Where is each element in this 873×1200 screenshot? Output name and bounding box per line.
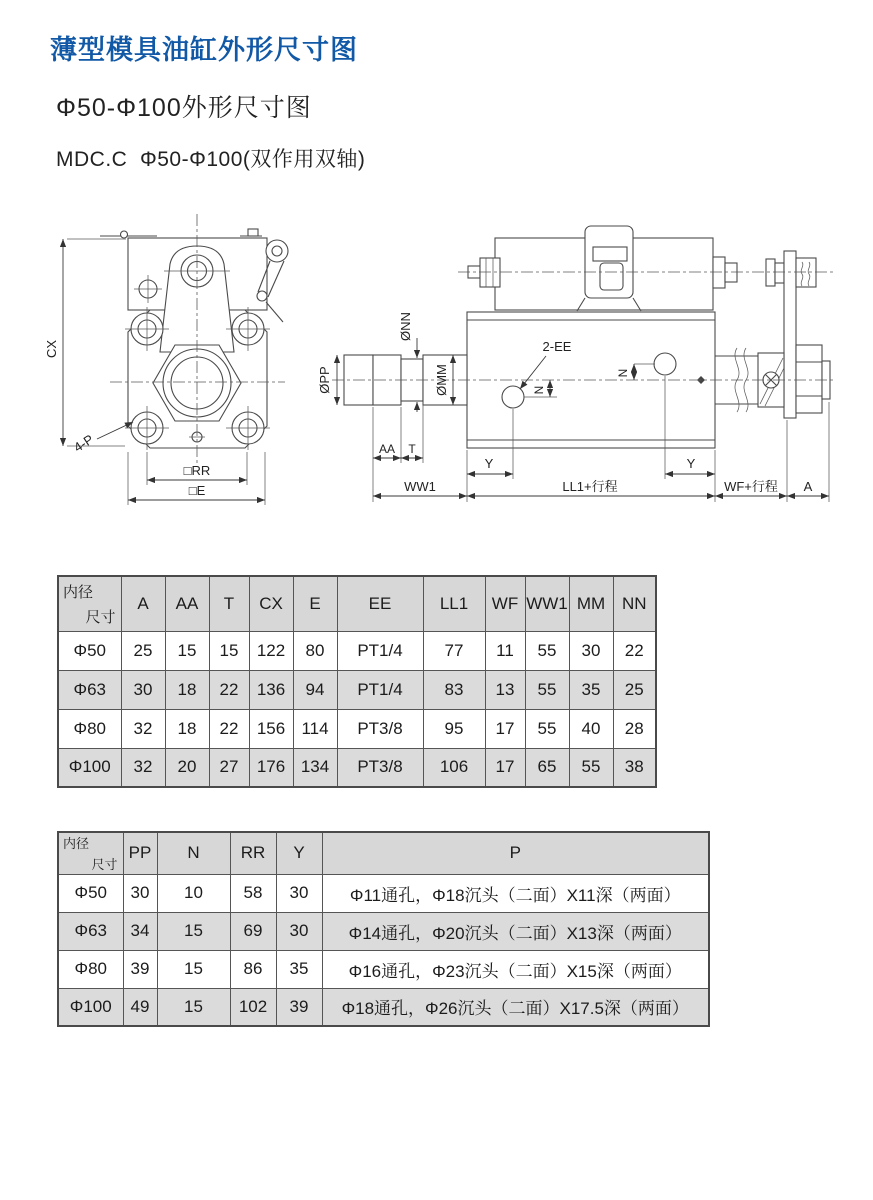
col-header: WW1: [525, 576, 569, 631]
corner-label-size: 尺寸: [85, 608, 116, 626]
table-cell: 15: [209, 631, 249, 670]
table-cell: 34: [123, 912, 157, 950]
table-cell: 114: [293, 709, 337, 748]
port-right: [654, 353, 676, 375]
side-view: [317, 226, 836, 502]
table-cell: 15: [157, 950, 230, 988]
table-cell: 65: [525, 748, 569, 787]
table-cell: 35: [276, 950, 322, 988]
dim-label-y-right: Y: [686, 456, 696, 471]
dim-label-rr: □RR: [183, 463, 211, 478]
col-header: EE: [337, 576, 423, 631]
table-cell: 10: [157, 874, 230, 912]
col-header: T: [209, 576, 249, 631]
row-header-cell: Φ63: [58, 670, 121, 709]
header-row: [58, 576, 656, 631]
dim-label-wf-stroke: WF+行程: [724, 479, 778, 494]
table-cell: 30: [276, 912, 322, 950]
corner-label-bore: 内径: [63, 583, 94, 601]
table-cell: 22: [613, 631, 656, 670]
row-header-cell: Φ80: [58, 950, 123, 988]
corner-header-cell: [58, 832, 123, 874]
table-cell: 17: [485, 709, 525, 748]
table-cell: 32: [121, 748, 165, 787]
dim-label-pp: ØPP: [317, 366, 332, 394]
table-cell: PT1/4: [337, 631, 423, 670]
row-header-cell: Φ50: [58, 631, 121, 670]
col-header: NN: [613, 576, 656, 631]
col-header: A: [121, 576, 165, 631]
table-cell: 136: [249, 670, 293, 709]
table-cell: 22: [209, 709, 249, 748]
dim-label-a: A: [803, 479, 813, 494]
table-cell: 95: [423, 709, 485, 748]
table-row: [58, 631, 656, 670]
row-header-cell: Φ100: [58, 748, 121, 787]
dim-label-aa: AA: [378, 442, 396, 456]
corner-label-bore: 内径: [63, 836, 90, 852]
col-header: N: [157, 832, 230, 874]
table-cell: 25: [613, 670, 656, 709]
table-cell: 83: [423, 670, 485, 709]
table-cell: PT3/8: [337, 709, 423, 748]
col-header: RR: [230, 832, 276, 874]
table-cell: 94: [293, 670, 337, 709]
col-header: MM: [569, 576, 613, 631]
col-header: CX: [249, 576, 293, 631]
table-cell: 18: [165, 709, 209, 748]
col-header: PP: [123, 832, 157, 874]
table-cell: 20: [165, 748, 209, 787]
dims-table-mounting: [57, 831, 710, 1027]
pivot-pin: [121, 231, 128, 238]
port-left: [502, 386, 524, 408]
table-cell: Φ18通孔，Φ26沉头（二面）X17.5深（两面）: [322, 988, 709, 1026]
table-cell: 39: [276, 988, 322, 1026]
dim-label-cx: CX: [44, 339, 59, 359]
table-cell: 17: [485, 748, 525, 787]
table-cell: Φ16通孔，Φ23沉头（二面）X15深（两面）: [322, 950, 709, 988]
table-row: [58, 988, 709, 1026]
table-cell: 134: [293, 748, 337, 787]
table-cell: 122: [249, 631, 293, 670]
table-cell: 28: [613, 709, 656, 748]
table-row: [58, 912, 709, 950]
table-cell: 38: [613, 748, 656, 787]
table-cell: 55: [525, 709, 569, 748]
table-cell: 69: [230, 912, 276, 950]
table-cell: 27: [209, 748, 249, 787]
table-cell: 15: [157, 912, 230, 950]
table-cell: 49: [123, 988, 157, 1026]
dim-label-2ee: 2-EE: [542, 339, 572, 354]
table-cell: 55: [569, 748, 613, 787]
table-cell: PT3/8: [337, 748, 423, 787]
dimension-drawing: [0, 200, 873, 530]
table-cell: 156: [249, 709, 293, 748]
col-header: WF: [485, 576, 525, 631]
table-cell: 86: [230, 950, 276, 988]
page-title: 薄型模具油缸外形尺寸图: [50, 35, 358, 65]
table-cell: 102: [230, 988, 276, 1026]
dim-label-t: T: [408, 442, 416, 456]
section-subtitle: Φ50-Φ100外形尺寸图: [56, 94, 312, 122]
mounting-plate: [784, 251, 796, 418]
header-row: [58, 832, 709, 874]
table-cell: Φ11通孔，Φ18沉头（二面）X11深（两面）: [322, 874, 709, 912]
dim-label-e: □E: [188, 483, 206, 498]
dim-label-nn: ØNN: [398, 312, 413, 341]
corner-header-cell: [58, 576, 121, 631]
table-cell: PT1/4: [337, 670, 423, 709]
dims-table-main: [57, 575, 657, 788]
table-cell: 106: [423, 748, 485, 787]
dim-label-y-left: Y: [484, 456, 494, 471]
table-row: [58, 670, 656, 709]
table-cell: 39: [123, 950, 157, 988]
row-header-cell: Φ50: [58, 874, 123, 912]
col-header: LL1: [423, 576, 485, 631]
table-cell: 18: [165, 670, 209, 709]
col-header: Y: [276, 832, 322, 874]
table-cell: 30: [569, 631, 613, 670]
table-cell: 55: [525, 670, 569, 709]
table-row: [58, 874, 709, 912]
dim-label-mm: ØMM: [434, 364, 449, 396]
col-header: P: [322, 832, 709, 874]
table-cell: 77: [423, 631, 485, 670]
table-cell: 40: [569, 709, 613, 748]
table-cell: 30: [123, 874, 157, 912]
table-cell: 58: [230, 874, 276, 912]
col-header: AA: [165, 576, 209, 631]
row-header-cell: Φ100: [58, 988, 123, 1026]
row-header-cell: Φ63: [58, 912, 123, 950]
table-cell: 80: [293, 631, 337, 670]
table-row: [58, 950, 709, 988]
dim-label-ll1-stroke: LL1+行程: [562, 479, 618, 494]
corner-label-size: 尺寸: [91, 857, 118, 873]
col-header: E: [293, 576, 337, 631]
row-header-cell: Φ80: [58, 709, 121, 748]
table-cell: 30: [121, 670, 165, 709]
dim-label-n-left: N: [532, 385, 546, 395]
dim-label-ww1: WW1: [404, 479, 436, 494]
table-row: [58, 709, 656, 748]
table-cell: 55: [525, 631, 569, 670]
table-cell: Φ14通孔，Φ20沉头（二面）X13深（两面）: [322, 912, 709, 950]
table-cell: 25: [121, 631, 165, 670]
table-cell: 30: [276, 874, 322, 912]
table-cell: 13: [485, 670, 525, 709]
front-view: [44, 214, 288, 505]
dim-label-4p: 4-P: [70, 431, 97, 456]
table-row: [58, 748, 656, 787]
clamp-bolt-right: [796, 258, 816, 287]
hex-nut: [796, 345, 830, 413]
table-cell: 11: [485, 631, 525, 670]
table-cell: 15: [157, 988, 230, 1026]
model-designation: MDC.C Φ50-Φ100(双作用双轴): [56, 148, 366, 171]
dim-label-n-right: N: [616, 368, 630, 378]
table-cell: 176: [249, 748, 293, 787]
table-cell: 35: [569, 670, 613, 709]
clamp-bolt-left: [468, 258, 500, 287]
table-cell: 22: [209, 670, 249, 709]
table-cell: 32: [121, 709, 165, 748]
table-cell: 15: [165, 631, 209, 670]
